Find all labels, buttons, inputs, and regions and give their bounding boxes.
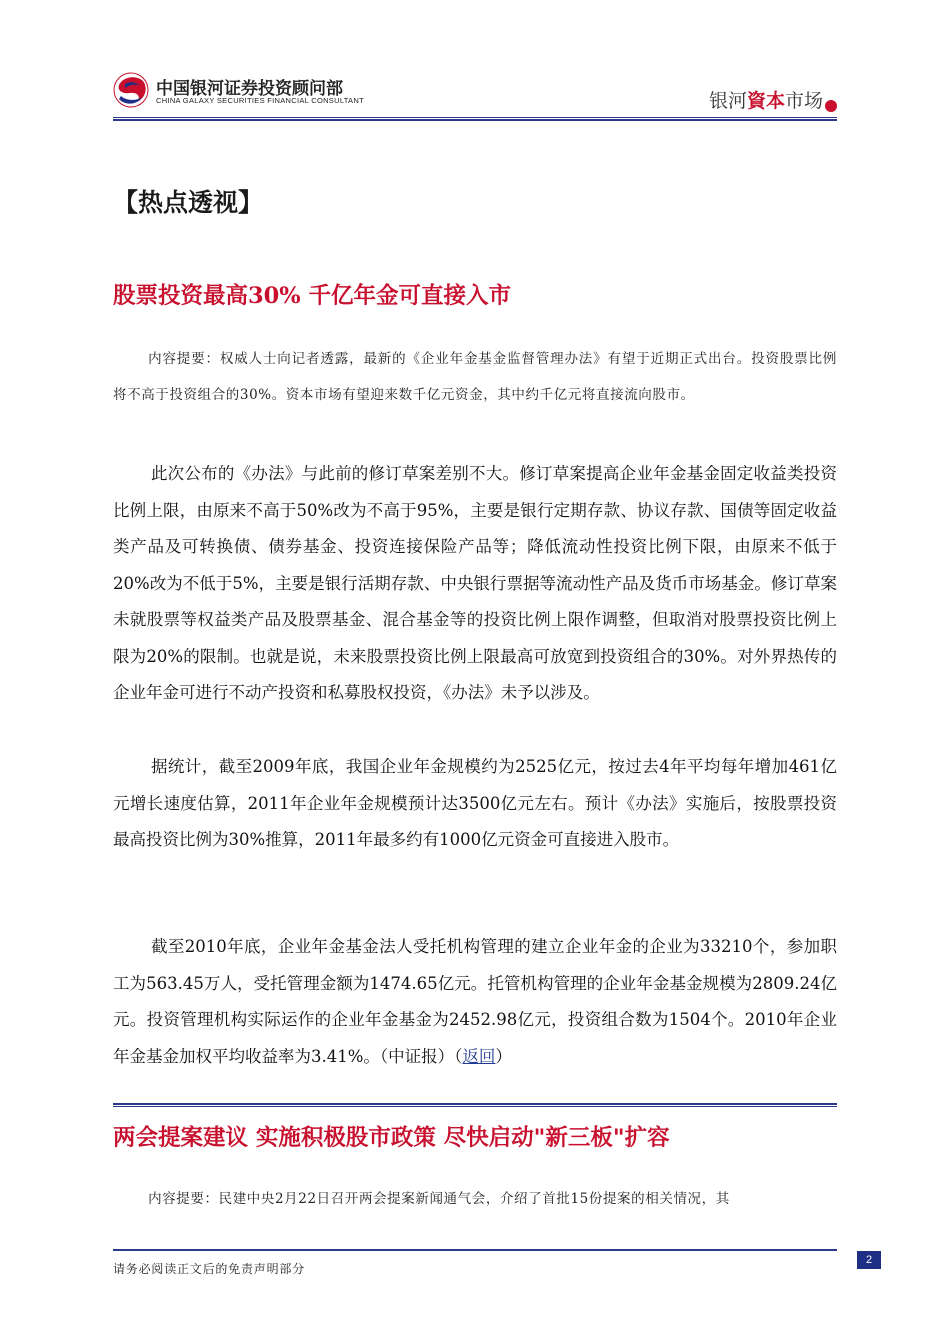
return-link[interactable]: 返回 [462, 1046, 496, 1066]
galaxy-logo-icon [113, 72, 149, 108]
page-number-badge: 2 [857, 1251, 881, 1269]
article2-summary: 内容提要：民建中央2月22日召开两会提案新闻通气会，介绍了首批15份提案的相关情况，其 [148, 1191, 730, 1207]
header-rule-thin [113, 117, 837, 118]
article1-paragraph-1: 此次公布的《办法》与此前的修订草案差别不大。修订草案提高企业年金基金固定收益类投资比例上限，由原来不高于50%改为不高于95%，主要是银行定期存款、协议存款、国债等固定收益类产品及可转换债、债券基金、投资连接保险产品等；降低流动性投资比例下限，由原来不低于20%改为不低于5%，主要是银行活期存款、中央银行票据等流动性产品及货币市场基金。修订草案未就股票等权益类产品及股票基金、混合基金等的投资比例上限作调整，但取消对股票投资比例上限为20%的限制。也就是说，未来股票投资比例上限最高可放宽到投资组合的30%。对外界热传的企业年金可进行不动产投资和私募股权投资，《办法》未予以涉及。 [113, 464, 837, 702]
brand-accent: 資本 [746, 90, 785, 112]
header-rule-thick [113, 119, 837, 121]
article-divider-thin [113, 1106, 837, 1107]
article2-headline: 两会提案建议 实施积极股市政策 尽快启动"新三板"扩容 [113, 1125, 670, 1151]
brand-title [709, 86, 837, 113]
brand-badge-icon [825, 100, 837, 112]
article1-paragraph-3 [113, 929, 837, 1075]
footer-rule [113, 1249, 837, 1251]
article-divider-thick [113, 1103, 837, 1105]
article1-headline: 股票投资最高30% 千亿年金可直接入市 [113, 283, 512, 309]
article1-summary: 内容提要：权威人士向记者透露，最新的《企业年金基金监督管理办法》有望于近期正式出台。投资股票比例将不高于投资组合的30%。资本市场有望迎来数千亿元资金，其中约千亿元将直接流向股市。 [113, 351, 837, 403]
brand-suffix: 市场 [784, 90, 823, 112]
closing-paren: ） [495, 1046, 512, 1066]
section-title: 【热点透视】 [113, 188, 264, 217]
company-name-cn: 中国银河证券投资顾问部 [156, 79, 343, 99]
company-name-en: CHINA GALAXY SECURITIES FINANCIAL CONSULTANT [156, 96, 364, 105]
page-header [113, 72, 837, 118]
article1-paragraph-2: 据统计，截至2009年底，我国企业年金规模约为2525亿元，按过去4年平均每年增加461亿元增长速度估算，2011年企业年金规模预计达3500亿元左右。预计《办法》实施后，按股票投资最高投资比例为30%推算，2011年最多约有1000亿元资金可直接进入股市。 [113, 757, 837, 849]
disclaimer-note: 请务必阅读正文后的免责声明部分 [113, 1262, 306, 1276]
brand-prefix: 银河 [708, 90, 747, 112]
article1-paragraph-3-text: 截至2010年底，企业年金基金法人受托机构管理的建立企业年金的企业为33210个，参加职工为563.45万人，受托管理金额为1474.65亿元。托管机构管理的企业年金基金规模为2809.24亿元。投资管理机构实际运作的企业年金基金为2452.98亿元，投资组合数为1504个。2010年企业年金基金加权平均收益率为3.41%。（中证报）（ [113, 937, 837, 1066]
